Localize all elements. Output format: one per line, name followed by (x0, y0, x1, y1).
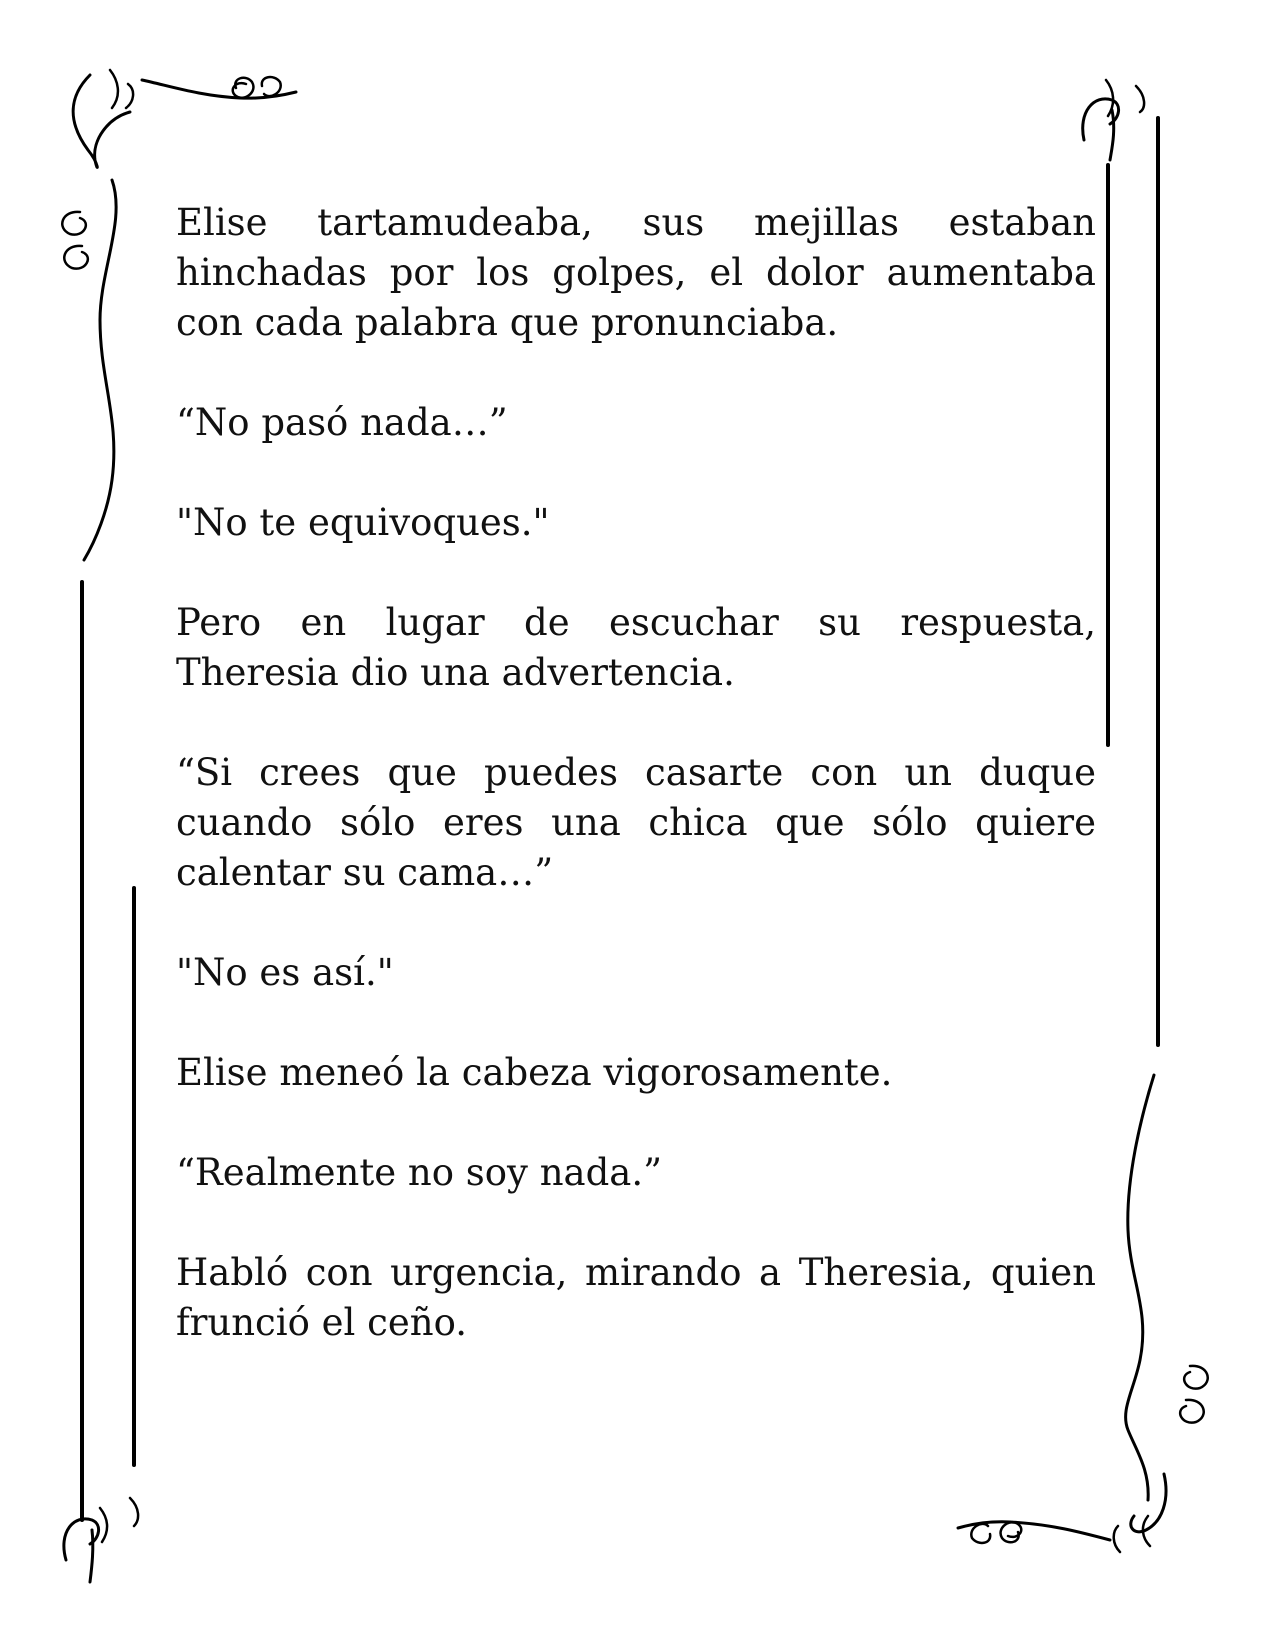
paragraph-3: "No te equivoques." (176, 501, 550, 544)
story-text (176, 198, 1096, 1398)
top-right-flourish (1083, 80, 1144, 160)
paragraph-9: Habló con urgencia, mirando a Theresia, quien frunció el ceño. (176, 1251, 1096, 1344)
bottom-left-flourish (64, 1498, 138, 1582)
paragraph-1: Elise tartamudeaba, sus mejillas estaban hinchadas por los golpes, el dolor aumentaba con cada palabra que pronunciaba. (176, 201, 1096, 344)
paragraph-5: “Si crees que puedes casarte con un duque cuando sólo eres una chica que sólo quiere calentar su cama…” (176, 751, 1096, 894)
paragraph-8: “Realmente no soy nada.” (176, 1151, 663, 1194)
paragraph-2: “No pasó nada…” (176, 401, 508, 444)
paragraph-7: Elise meneó la cabeza vigorosamente. (176, 1051, 893, 1094)
paragraph-4: Pero en lugar de escuchar su respuesta, Theresia dio una advertencia. (176, 601, 1096, 694)
paragraph-6: "No es así." (176, 951, 394, 994)
